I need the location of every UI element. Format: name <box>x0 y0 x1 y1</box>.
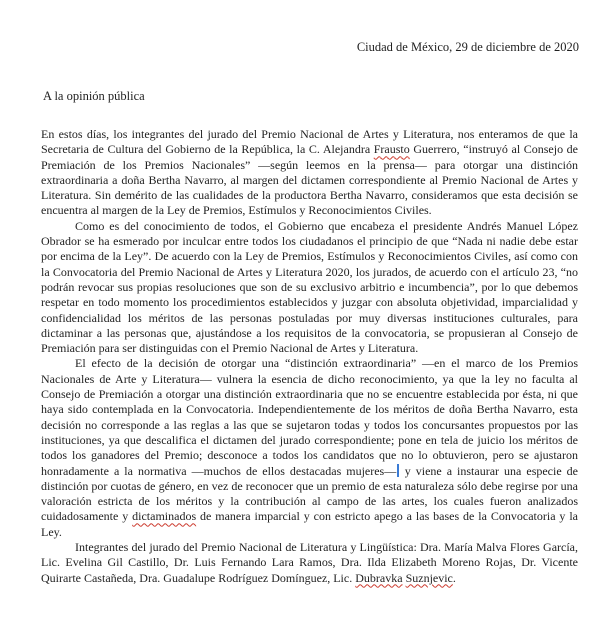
paragraph[interactable] <box>41 127 578 219</box>
misspelled-word: Dubravka <box>355 570 403 585</box>
misspelled-word: Suznjevic <box>405 570 453 585</box>
text-caret <box>397 464 399 477</box>
text-run: Como es del conocimiento de todos, el Gobierno que encabeza el presidente Andrés Manuel López Obrador se ha esmerado por inculcar entre todos los ciudadanos el principio de que “Nada ni nadie debe estar por encima de la Ley”. De acuerdo con la Ley de Premios, Estímulos y Reconocimientos Civiles, así como con la Convocatoria del Premio Nacional de Artes y Literatura 2020, los jurados, de acuerdo con el artículo 23, “no podrán revocar sus propias resoluciones que son de su exclusivo arbitrio e incumbencia”, por lo que debemos respetar en todo momento los procedimientos establecidos y juzgar con absoluta objetividad, imparcialidad y confidencialidad los méritos de las personas postuladas por muy diversas instituciones culturales, para dictaminar a las personas que, ajustándose a los requisitos de la convocatoria, se propusieran al Consejo de Premiación para ser distinguidas con el Premio Nacional de Artes y Literatura. <box>41 218 578 356</box>
text-run: El efecto de la decisión de otorgar una “distinción extraordinaria” —en el marco de los Premios Nacionales de Arte y Literatura— vulnera la esencia de dicho reconocimiento, ya que la ley no faculta al Consejo de Premiación a otorgar una distinción extraordinaria que no se encuentre establecida por ésta, ni que haya sido contemplada en la Convocatoria. Independientemente de los méritos de doña Bertha Navarro, esta decisión no corresponde a las reglas a las que se sujetaron todas y todos los concursantes propuestos por las instituciones, ya que descalifica el dictamen del jurado correspondiente; pone en tela de juicio los méritos de todos los ganadores del Premio; desconoce a todos los candidatos que no lo obtuvieron, pero se ajustaron honradamente a la normativa —muchos de ellos destacadas mujeres— <box>41 356 578 478</box>
text-run: de manera imparcial y con estricto apego a las bases de la Convocatoria y la Ley. <box>41 509 579 539</box>
paragraph[interactable] <box>41 219 578 357</box>
salutation[interactable]: A la opinión pública <box>43 89 145 103</box>
text-run: Integrantes del jurado del Premio Nacional de Literatura y Lingüística: Dra. María Malva Flores García, Lic. Evelina Gil Castillo, Dr. Luis Fernando Lara Ramos, Dra. Ilda Elizabeth Moreno Rojas, Dr. Vicente Quirarte Castañeda, Dra. Guadalupe Rodríguez Domínguez, Lic. <box>41 540 578 585</box>
text-run: . <box>452 570 456 585</box>
paragraph[interactable] <box>41 540 578 586</box>
misspelled-word: Frausto <box>373 142 410 157</box>
paragraph[interactable] <box>41 356 578 540</box>
letter-body[interactable] <box>41 127 578 586</box>
text-run: Guerrero, “instruyó al Consejo de Premiación de los Premios Nacionales” —según leemos en la prensa— para otorgar una distinción extraordinaria a doña Bertha Navarro, al margen del dictamen correspondiente al Premio Nacional de Artes y Literatura. Sin demérito de las cualidades de la productora Bertha Navarro, consideramos que esta decisión se encuentra al margen de la Ley de Premios, Estímulos y Reconocimientos Civiles. <box>41 142 579 218</box>
text-run: En estos días, los integrantes del jurado del Premio Nacional de Artes y Literatura, nos enteramos de que la Secretaria de Cultura del Gobierno de la República, la C. Alejandra <box>41 127 578 157</box>
dateline[interactable]: Ciudad de México, 29 de diciembre de 2020 <box>356 40 579 54</box>
text-run: y viene a instaurar una especie de distinción por cuotas de género, en vez de reconocer que un premio de esta naturaleza sólo debe regirse por una valoración estricta de los méritos y la contribución al campo de las artes, los cuales fueron analizados cuidadosamente y <box>41 463 578 524</box>
misspelled-word: dictaminados <box>132 509 197 524</box>
